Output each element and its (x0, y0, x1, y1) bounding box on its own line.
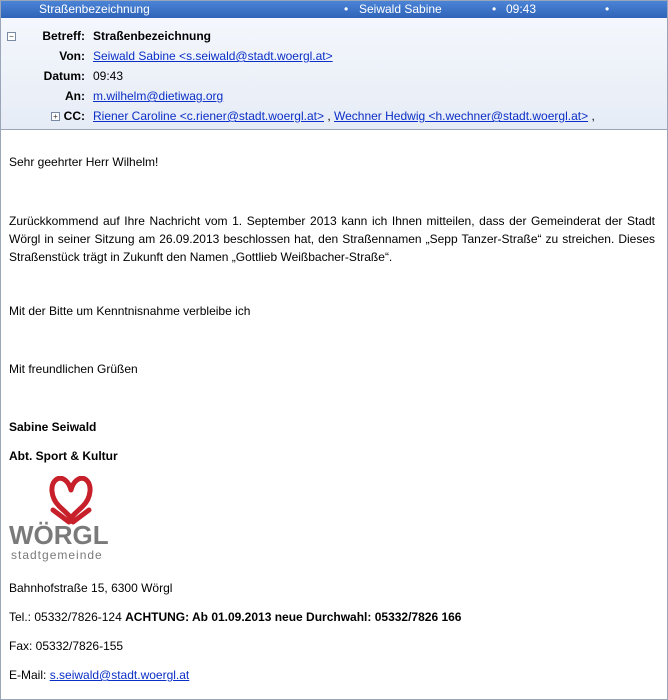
separator-dot-icon: • (605, 2, 610, 16)
date-label: Datum: (43, 69, 85, 83)
title-subject: Straßenbezeichnung (39, 2, 150, 16)
header-row-from (1, 47, 667, 65)
closing-regards: Mit freundlichen Grüßen (9, 362, 138, 376)
cc-label: CC: (63, 109, 85, 123)
email-link[interactable]: s.seiwald@stadt.woergl.at (49, 668, 190, 682)
to-label: An: (65, 89, 85, 103)
woergl-logo-icon (9, 476, 121, 562)
email-label: E-Mail: (9, 668, 47, 682)
subject-value: Straßenbezeichnung (93, 29, 212, 43)
greeting: Sehr geehrter Herr Wilhelm! (9, 155, 159, 169)
from-link[interactable]: Seiwald Sabine <s.seiwald@stadt.woergl.at> (93, 49, 333, 63)
header-row-subject (1, 27, 667, 45)
woergl-logo (9, 476, 121, 562)
title-time: 09:43 (506, 2, 537, 16)
subject-label: Betreff: (42, 29, 85, 43)
logo-word: WÖRGL (9, 520, 109, 550)
header-row-cc (1, 107, 667, 125)
signature-name: Sabine Seiwald (9, 420, 97, 434)
cc-link[interactable]: Wechner Hedwig <h.wechner@stadt.woergl.at> (334, 109, 589, 123)
telephone-line (9, 610, 461, 624)
cc-trailing-comma: , (591, 109, 595, 123)
signature-department: Abt. Sport & Kultur (9, 449, 118, 463)
message-header (1, 18, 667, 130)
cc-link[interactable]: Riener Caroline <c.riener@stadt.woergl.at> (93, 109, 324, 123)
expand-icon[interactable]: + (51, 112, 60, 121)
title-sender: Seiwald Sabine (359, 2, 442, 16)
fax: Fax: 05332/7826-155 (9, 639, 124, 653)
to-link[interactable]: m.wilhelm@dietiwag.org (93, 89, 224, 103)
header-row-to (1, 87, 667, 105)
closing-request: Mit der Bitte um Kenntnisnahme verbleibe ich (9, 304, 251, 318)
collapse-icon[interactable]: − (7, 32, 16, 41)
cc-list (93, 107, 595, 125)
date-value: 09:43 (93, 69, 124, 83)
cc-separator: , (327, 109, 331, 123)
title-bar[interactable] (1, 1, 667, 18)
header-row-date (1, 67, 667, 85)
separator-dot-icon: • (344, 2, 349, 16)
from-label: Von: (59, 49, 85, 63)
logo-subtitle: stadtgemeinde (11, 548, 103, 562)
telephone: Tel.: 05332/7826-124 (9, 610, 122, 624)
telephone-notice: ACHTUNG: Ab 01.09.2013 neue Durchwahl: 05332/7826 166 (125, 610, 462, 624)
email-line (9, 668, 189, 682)
address: Bahnhofstraße 15, 6300 Wörgl (9, 581, 173, 595)
body-paragraph: Zurückkommend auf Ihre Nachricht vom 1. September 2013 kann ich Ihnen mitteilen, dass der Gemeinderat der Stadt Wörgl in seiner Sitzung am 26.09.2013 beschlossen hat, den Straßennamen „Sepp Tanzer-Straße“ zu streichen. Dieses Straßenstück trägt in Zukunft den Namen „Gottlieb Weißbacher-Straße“. (9, 214, 655, 264)
separator-dot-icon: • (492, 2, 497, 16)
